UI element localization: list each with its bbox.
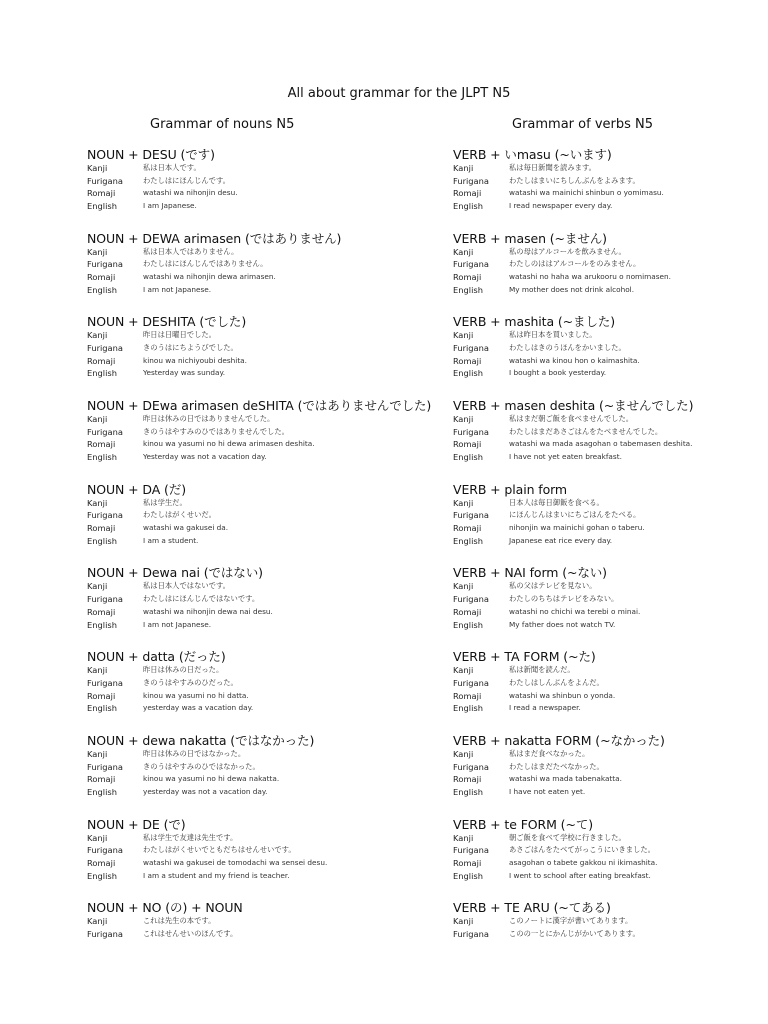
grammar-pattern-title: NOUN + DA (だ)	[87, 481, 186, 497]
furigana-row	[87, 175, 447, 188]
grammar-pattern-title: NOUN + Dewa nai (ではない)	[87, 565, 263, 581]
furigana-label: Furigana	[87, 845, 123, 856]
english-row	[87, 200, 447, 213]
verb-grammar-section	[453, 147, 753, 231]
verb-grammar-section	[453, 649, 753, 733]
romaji-row	[453, 773, 753, 786]
furigana-text: わたしはがくせいだ。	[143, 510, 216, 520]
kanji-label: Kanji	[453, 916, 474, 927]
noun-grammar-section	[87, 482, 447, 566]
grammar-pattern-title: NOUN + DESHITA (でした)	[87, 314, 247, 330]
furigana-label: Furigana	[453, 594, 489, 605]
furigana-text: きのうはやすみのひだった。	[143, 677, 238, 687]
kanji-row	[87, 748, 447, 761]
kanji-row	[87, 915, 447, 928]
kanji-text: 私は学生だ。	[143, 497, 187, 507]
furigana-text: このの一とにかんじがかいてあります。	[509, 928, 640, 938]
grammar-pattern-title: NOUN + DE (で)	[87, 816, 186, 832]
english-row	[87, 367, 447, 380]
english-label: English	[87, 703, 117, 714]
kanji-row	[87, 162, 447, 175]
romaji-label: Romaji	[87, 272, 116, 283]
noun-grammar-section	[87, 398, 447, 482]
noun-grammar-section	[87, 314, 447, 398]
furigana-label: Furigana	[453, 259, 489, 270]
romaji-text: kinou wa yasumi no hi dewa nakatta.	[143, 774, 280, 784]
furigana-label: Furigana	[453, 510, 489, 521]
kanji-text: 昨日は休みの日ではなかった。	[143, 748, 246, 758]
furigana-text: きのうはやすみのひではありませんでした。	[143, 426, 289, 436]
furigana-row	[87, 593, 447, 606]
english-label: English	[453, 535, 483, 546]
kanji-row	[87, 832, 447, 845]
romaji-text: asagohan o tabete gakkou ni ikimashita.	[509, 857, 658, 867]
grammar-pattern-title: NOUN + NO (の) + NOUN	[87, 900, 243, 916]
kanji-label: Kanji	[453, 246, 474, 257]
kanji-row	[453, 915, 753, 928]
romaji-label: Romaji	[453, 439, 482, 450]
grammar-pattern-title: VERB + TE ARU (~てある)	[453, 900, 611, 916]
furigana-label: Furigana	[87, 343, 123, 354]
romaji-row	[453, 690, 753, 703]
grammar-pattern-title: NOUN + DEWA arimasen (ではありません)	[87, 230, 342, 246]
noun-grammar-section	[87, 733, 447, 817]
furigana-text: わたしはしんぶんをよんだ。	[509, 677, 604, 687]
kanji-row	[453, 580, 753, 593]
romaji-text: watashi wa gakusei da.	[143, 523, 229, 533]
english-label: English	[87, 619, 117, 630]
english-text: yesterday was not a vacation day.	[143, 786, 268, 796]
kanji-text: 私は日本人です。	[143, 163, 201, 172]
romaji-text: watashi wa gakusei de tomodachi wa sensei desu.	[143, 857, 328, 867]
grammar-pattern-title: VERB + plain form	[453, 481, 568, 497]
furigana-label: Furigana	[87, 677, 123, 688]
english-row	[87, 284, 447, 297]
romaji-text: watashi wa nihonjin dewa arimasen.	[143, 272, 276, 282]
english-label: English	[87, 452, 117, 463]
romaji-row	[453, 606, 753, 619]
romaji-label: Romaji	[453, 606, 482, 617]
kanji-label: Kanji	[453, 665, 474, 676]
furigana-text: わたしはにほんじんではありません。	[143, 259, 268, 269]
english-text: I am a student and my friend is teacher.	[143, 870, 290, 880]
furigana-row	[87, 677, 447, 690]
furigana-text: にほんじんはまいにちごはんをたべる。	[509, 510, 641, 520]
grammar-pattern-title: VERB + いmasu (~います)	[453, 147, 612, 162]
romaji-label: Romaji	[87, 523, 116, 534]
grammar-pattern-title: VERB + mashita (~ました)	[453, 314, 616, 330]
english-row	[87, 702, 447, 715]
kanji-row	[453, 413, 753, 426]
furigana-row	[87, 509, 447, 522]
english-text: yesterday was a vacation day.	[143, 703, 254, 713]
kanji-text: 朝ご飯を食べて学校に行きました。	[509, 832, 626, 842]
noun-grammar-section	[87, 147, 447, 231]
english-text: Japanese eat rice every day.	[509, 535, 613, 545]
page-title: All about grammar for the JLPT N5	[287, 86, 511, 101]
furigana-text: わたしはまだあさごはんをたべませんでした。	[509, 426, 663, 436]
kanji-label: Kanji	[87, 832, 108, 843]
verbs-column	[453, 147, 753, 984]
grammar-pattern-title: VERB + te FORM (~て)	[453, 816, 593, 832]
furigana-text: わたしはまだたべなかった。	[509, 761, 604, 771]
kanji-text: 私は毎日新聞を読みます。	[509, 163, 596, 172]
furigana-label: Furigana	[453, 845, 489, 856]
furigana-text: わたしはきのうほんをかいました。	[509, 343, 626, 353]
furigana-row	[453, 928, 753, 941]
romaji-label: Romaji	[453, 857, 482, 868]
romaji-row	[87, 438, 447, 451]
noun-grammar-section	[87, 231, 447, 315]
english-label: English	[87, 284, 117, 295]
kanji-text: 私は学生で友達は先生です。	[143, 832, 238, 842]
kanji-row	[87, 329, 447, 342]
english-row	[453, 535, 753, 548]
english-text: I am not Japanese.	[143, 619, 212, 629]
furigana-row	[87, 761, 447, 774]
kanji-label: Kanji	[87, 163, 108, 173]
romaji-row	[453, 857, 753, 870]
kanji-label: Kanji	[87, 330, 108, 341]
english-text: I bought a book yesterday.	[509, 368, 607, 378]
kanji-text: 私は新聞を読んだ。	[509, 665, 575, 675]
noun-grammar-section	[87, 649, 447, 733]
english-label: English	[87, 368, 117, 379]
english-row	[87, 451, 447, 464]
kanji-row	[87, 580, 447, 593]
grammar-pattern-title: NOUN + DESU (です)	[87, 147, 215, 162]
romaji-text: watashi wa nihonjin dewa nai desu.	[143, 606, 273, 616]
furigana-text: わたしはにほんじんではないです。	[143, 594, 260, 604]
kanji-text: 私は昨日本を買いました。	[509, 330, 597, 340]
furigana-label: Furigana	[87, 175, 123, 186]
kanji-row	[453, 748, 753, 761]
english-row	[87, 870, 447, 883]
english-text: My mother does not drink alcohol.	[509, 284, 635, 294]
grammar-pattern-title: VERB + masen deshita (~ませんでした)	[453, 398, 694, 414]
english-row	[453, 619, 753, 632]
romaji-text: watashi wa kinou hon o kaimashita.	[509, 355, 640, 365]
kanji-text: 私は日本人ではないです。	[143, 581, 230, 591]
kanji-label: Kanji	[453, 497, 474, 508]
romaji-text: watashi wa shinbun o yonda.	[509, 690, 616, 700]
romaji-row	[87, 606, 447, 619]
noun-grammar-section	[87, 817, 447, 901]
kanji-text: 日本人は毎日御飯を食べる。	[509, 497, 604, 507]
romaji-row	[87, 355, 447, 368]
verb-grammar-section	[453, 482, 753, 566]
furigana-text: わたしのちちはテレビをみない。	[509, 594, 619, 604]
english-text: I read newspaper every day.	[509, 201, 613, 211]
english-label: English	[453, 284, 483, 295]
kanji-label: Kanji	[87, 246, 108, 257]
grammar-pattern-title: VERB + NAI form (~ない)	[453, 565, 607, 581]
furigana-label: Furigana	[453, 761, 489, 772]
kanji-row	[453, 497, 753, 510]
furigana-row	[87, 844, 447, 857]
furigana-label: Furigana	[87, 761, 123, 772]
english-label: English	[87, 870, 117, 881]
kanji-label: Kanji	[87, 916, 108, 927]
noun-grammar-section	[87, 900, 447, 984]
english-row	[87, 619, 447, 632]
romaji-label: Romaji	[453, 690, 482, 701]
kanji-text: 私の母はアルコールを飲みません。	[509, 246, 626, 256]
kanji-row	[87, 664, 447, 677]
romaji-row	[87, 773, 447, 786]
romaji-row	[87, 857, 447, 870]
furigana-row	[453, 593, 753, 606]
english-text: Yesterday was sunday.	[143, 368, 226, 378]
grammar-pattern-title: NOUN + DEwa arimasen deSHITA (ではありませんでした)	[87, 398, 432, 414]
romaji-text: kinou wa yasumi no hi dewa arimasen deshita.	[143, 439, 315, 449]
romaji-label: Romaji	[453, 188, 482, 199]
verb-grammar-section	[453, 565, 753, 649]
kanji-text: このノートに漢字が書いてあります。	[509, 916, 633, 926]
kanji-label: Kanji	[87, 497, 108, 508]
furigana-row	[453, 175, 753, 188]
kanji-text: 私はまだ朝ご飯を食べませんでした。	[509, 414, 634, 424]
english-label: English	[453, 870, 483, 881]
kanji-label: Kanji	[453, 330, 474, 341]
kanji-row	[87, 413, 447, 426]
furigana-row	[453, 509, 753, 522]
romaji-label: Romaji	[87, 774, 116, 785]
verb-grammar-section	[453, 817, 753, 901]
furigana-label: Furigana	[87, 259, 123, 270]
kanji-label: Kanji	[87, 581, 108, 592]
romaji-text: watashi wa nihonjin desu.	[143, 188, 238, 198]
english-row	[453, 200, 753, 213]
furigana-row	[87, 426, 447, 439]
furigana-row	[453, 342, 753, 355]
english-text: I am a student.	[143, 535, 199, 545]
furigana-label: Furigana	[453, 928, 489, 939]
romaji-label: Romaji	[87, 857, 116, 868]
furigana-label: Furigana	[87, 928, 123, 939]
grammar-pattern-title: VERB + TA FORM (~た)	[453, 649, 596, 665]
grammar-pattern-title: NOUN + dewa nakatta (ではなかった)	[87, 732, 315, 748]
kanji-row	[87, 246, 447, 259]
kanji-row	[453, 664, 753, 677]
english-row	[453, 702, 753, 715]
verb-grammar-section	[453, 398, 753, 482]
romaji-text: watashi wa mada tabenakatta.	[509, 774, 622, 784]
furigana-row	[453, 677, 753, 690]
furigana-text: きのうはやすみのひではなかった。	[143, 761, 260, 771]
verbs-column-heading: Grammar of verbs N5	[512, 117, 654, 132]
romaji-label: Romaji	[87, 439, 116, 450]
romaji-label: Romaji	[453, 355, 482, 366]
english-text: I read a newspaper.	[509, 703, 581, 713]
romaji-text: watashi no chichi wa terebi o minai.	[509, 606, 641, 616]
furigana-label: Furigana	[453, 175, 489, 186]
kanji-label: Kanji	[87, 414, 108, 425]
romaji-label: Romaji	[87, 606, 116, 617]
romaji-row	[87, 522, 447, 535]
kanji-label: Kanji	[87, 748, 108, 759]
grammar-pattern-title: VERB + masen (~ません)	[453, 230, 607, 246]
furigana-text: わたしはまいにちしんぶんをよみます。	[509, 175, 640, 185]
furigana-row	[453, 761, 753, 774]
kanji-label: Kanji	[453, 163, 474, 173]
english-label: English	[453, 368, 483, 379]
kanji-text: 私はまだ食べなかった。	[509, 748, 590, 758]
furigana-row	[87, 258, 447, 271]
english-row	[453, 451, 753, 464]
romaji-row	[453, 355, 753, 368]
english-label: English	[453, 201, 483, 212]
english-text: I went to school after eating breakfast.	[509, 870, 651, 880]
english-text: Yesterday was not a vacation day.	[143, 452, 267, 462]
romaji-row	[453, 187, 753, 200]
english-text: I have not eaten yet.	[509, 786, 586, 796]
nouns-column	[87, 147, 447, 984]
romaji-label: Romaji	[87, 188, 116, 199]
romaji-text: kinou wa nichiyoubi deshita.	[143, 355, 247, 365]
verb-grammar-section	[453, 231, 753, 315]
nouns-column-heading: Grammar of nouns N5	[150, 117, 295, 132]
furigana-label: Furigana	[453, 343, 489, 354]
romaji-label: Romaji	[87, 355, 116, 366]
kanji-label: Kanji	[453, 581, 474, 592]
furigana-label: Furigana	[87, 510, 123, 521]
romaji-label: Romaji	[453, 774, 482, 785]
furigana-label: Furigana	[453, 426, 489, 437]
english-label: English	[453, 452, 483, 463]
english-row	[453, 786, 753, 799]
furigana-label: Furigana	[453, 677, 489, 688]
kanji-row	[453, 246, 753, 259]
romaji-text: watashi wa mainichi shinbun o yomimasu.	[509, 188, 664, 198]
kanji-label: Kanji	[453, 748, 474, 759]
verb-grammar-section	[453, 900, 753, 984]
english-row	[87, 786, 447, 799]
english-label: English	[87, 786, 117, 797]
furigana-text: わたしのははアルコールをのみません。	[509, 259, 641, 269]
furigana-row	[453, 258, 753, 271]
furigana-text: これはせんせいのほんです。	[143, 928, 238, 938]
english-text: I am not Japanese.	[143, 284, 212, 294]
kanji-label: Kanji	[453, 414, 474, 425]
romaji-text: watashi no haha wa arukooru o nomimasen.	[509, 272, 671, 282]
romaji-row	[453, 438, 753, 451]
verb-grammar-section	[453, 733, 753, 817]
kanji-text: 昨日は休みの日だった。	[143, 665, 224, 675]
kanji-text: 昨日は日曜日でした。	[143, 330, 216, 340]
kanji-row	[87, 497, 447, 510]
grammar-pattern-title: NOUN + datta (だった)	[87, 649, 226, 665]
romaji-row	[87, 271, 447, 284]
noun-grammar-section	[87, 565, 447, 649]
english-row	[87, 535, 447, 548]
english-label: English	[453, 786, 483, 797]
english-row	[453, 870, 753, 883]
english-label: English	[453, 703, 483, 714]
kanji-row	[453, 162, 753, 175]
romaji-label: Romaji	[453, 272, 482, 283]
furigana-text: わたしはにほんじんです。	[143, 175, 230, 185]
furigana-row	[453, 426, 753, 439]
furigana-label: Furigana	[87, 426, 123, 437]
kanji-text: 私の父はテレビを見ない。	[509, 581, 597, 591]
kanji-row	[453, 329, 753, 342]
furigana-row	[453, 844, 753, 857]
english-row	[453, 367, 753, 380]
english-text: I am Japanese.	[143, 201, 197, 211]
grammar-pattern-title: VERB + nakatta FORM (~なかった)	[453, 732, 665, 748]
english-label: English	[453, 619, 483, 630]
furigana-row	[87, 928, 447, 941]
english-label: English	[87, 201, 117, 212]
romaji-text: kinou wa yasumi no hi datta.	[143, 690, 249, 700]
furigana-text: わたしはがくせいでともだちはせんせいです。	[143, 845, 296, 855]
kanji-text: これは先生の本です。	[143, 916, 216, 926]
verb-grammar-section	[453, 314, 753, 398]
kanji-label: Kanji	[87, 665, 108, 676]
kanji-label: Kanji	[453, 832, 474, 843]
kanji-row	[453, 832, 753, 845]
kanji-text: 昨日は休みの日ではありませんでした。	[143, 414, 275, 424]
furigana-text: あさごはんをたべてがっこうにいきました。	[509, 845, 655, 855]
romaji-label: Romaji	[453, 523, 482, 534]
english-text: I have not yet eaten breakfast.	[509, 452, 622, 462]
romaji-row	[453, 271, 753, 284]
furigana-text: きのうはにちようびでした。	[143, 343, 238, 353]
romaji-label: Romaji	[87, 690, 116, 701]
romaji-row	[87, 690, 447, 703]
romaji-text: nihonjin wa mainichi gohan o taberu.	[509, 523, 645, 533]
romaji-row	[453, 522, 753, 535]
romaji-text: watashi wa mada asagohan o tabemasen deshita.	[509, 439, 693, 449]
english-label: English	[87, 535, 117, 546]
furigana-row	[87, 342, 447, 355]
english-text: My father does not watch TV.	[509, 619, 616, 629]
english-row	[453, 284, 753, 297]
kanji-text: 私は日本人ではありません。	[143, 246, 239, 256]
romaji-row	[87, 187, 447, 200]
furigana-label: Furigana	[87, 594, 123, 605]
